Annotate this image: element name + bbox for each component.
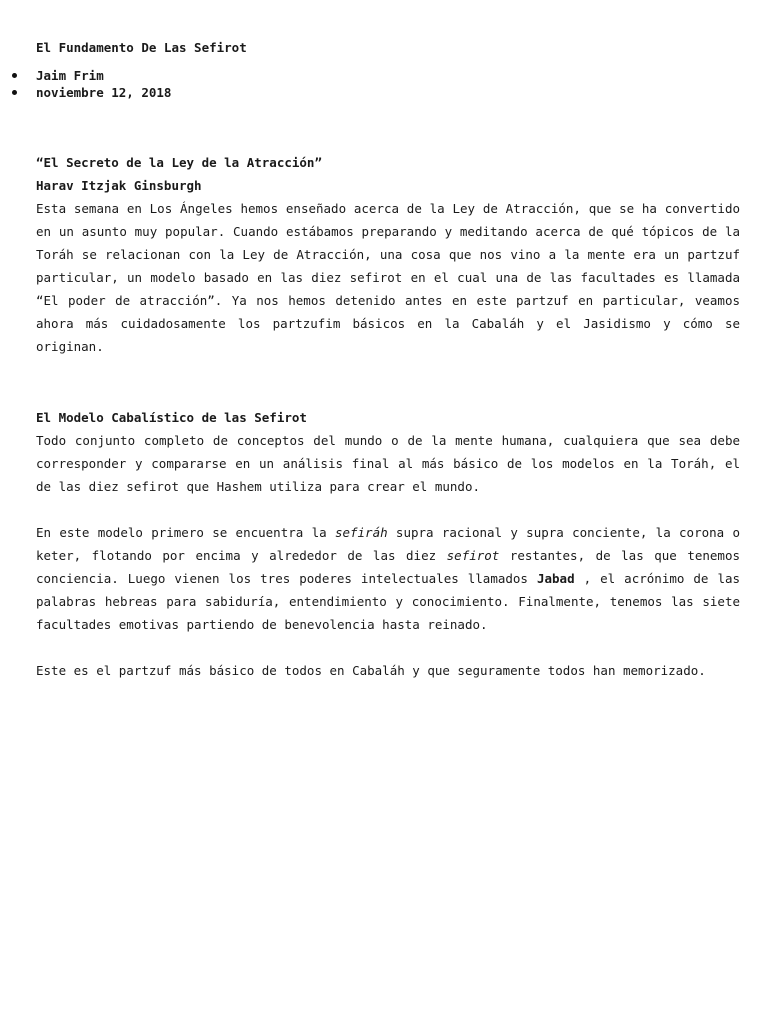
spacer	[36, 636, 740, 659]
document-title: El Fundamento De Las Sefirot	[36, 40, 247, 55]
section-paragraph-3: Este es el partzuf más básico de todos en Cabaláh y que seguramente todos han memorizado.	[36, 663, 706, 678]
section-heading: El Modelo Cabalístico de las Sefirot	[36, 410, 307, 425]
section-paragraph-2	[36, 521, 740, 636]
p2-text-1: En este modelo primero se encuentra la	[36, 525, 335, 540]
article-byline: Harav Itzjak Ginsburgh	[36, 178, 202, 193]
article-title: “El Secreto de la Ley de la Atracción”	[36, 155, 322, 170]
meta-author: Jaim Frim	[36, 67, 740, 84]
p2-emphasis-sefirot: sefirot	[446, 548, 500, 563]
p2-text-2: supra racional y supra conciente, la corona o keter, flotando por encima y alrededor de las diez	[36, 525, 741, 563]
meta-date: noviembre 12, 2018	[36, 84, 740, 101]
spacer	[36, 101, 740, 151]
article-intro-paragraph: Esta semana en Los Ángeles hemos enseñado acerca de la Ley de Atracción, que se ha convertido en un asunto muy popular. Cuando estábamos preparando y meditando acerca de qué tópicos de la Toráh se relacionan con la Ley de Atracción, una cosa que nos vino a la mente era un partzuf particular, un modelo basado en las diez sefirot en el cual una de las facultades es llamada “El poder de atracción”. Ya nos hemos detenido antes en este partzuf en particular, veamos ahora más cuidadosamente los partzufim básicos en la Cabaláh y el Jasidismo y cómo se originan.	[36, 201, 740, 354]
p2-emphasis-sefirah: sefiráh	[334, 525, 388, 540]
p2-strong-jabad: Jabad	[536, 571, 584, 586]
meta-list	[36, 67, 740, 101]
p2-text-4: , el acrónimo de las palabras hebreas para sabiduría, entendimiento y conocimiento. Finalmente, tenemos las siete facultades emotivas partiendo de benevolencia hasta reinado.	[36, 571, 741, 632]
spacer	[36, 358, 740, 406]
p2-text-3: restantes, de las que tenemos conciencia. Luego vienen los tres poderes intelectuales llamados	[36, 548, 740, 586]
spacer	[36, 498, 740, 521]
section-paragraph-1: Todo conjunto completo de conceptos del mundo o de la mente humana, cualquiera que sea debe corresponder y compararse en un análisis final al más básico de los modelos en la Toráh, el de las diez sefirot que Hashem utiliza para crear el mundo.	[36, 433, 740, 494]
